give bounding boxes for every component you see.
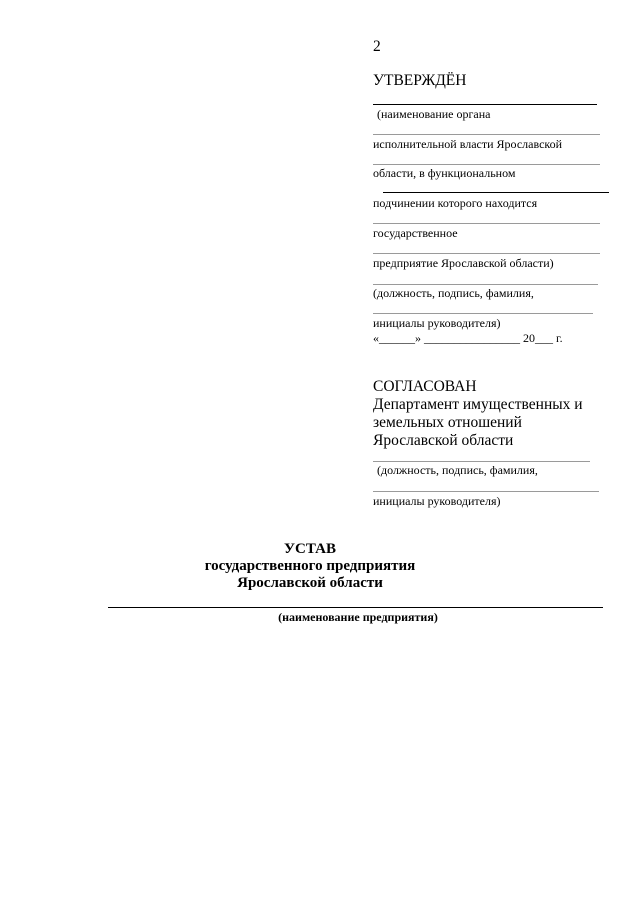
approved-line-4: подчинении которого находится (373, 196, 538, 210)
approved-line-6: предприятие Ярославской области) (373, 256, 554, 270)
fill-line (373, 461, 590, 462)
charter-title: УСТАВ (284, 541, 336, 557)
fill-line (373, 134, 600, 135)
approved-line-3: области, в функциональном (373, 166, 516, 180)
page-number: 2 (373, 38, 381, 55)
agreed-caption-2: инициалы руководителя) (373, 494, 501, 508)
approved-line-8: инициалы руководителя) (373, 316, 501, 330)
approval-date-line: «______» ________________ 20___ г. (373, 331, 563, 345)
approval-signature-line (373, 104, 597, 105)
fill-line (373, 491, 599, 492)
fill-line (373, 253, 600, 254)
fill-line (373, 223, 600, 224)
agreed-caption-1: (должность, подпись, фамилия, (377, 463, 538, 477)
approved-line-1: (наименование органа (377, 107, 491, 121)
approved-line-2: исполнительной власти Ярославской (373, 137, 563, 151)
enterprise-name-caption: (наименование предприятия) (278, 610, 438, 624)
fill-line (373, 164, 600, 165)
agreed-org-line-2: земельных отношений (373, 414, 522, 431)
approved-line-5: государственное (373, 226, 458, 240)
charter-subtitle-2: Ярославской области (237, 575, 383, 591)
agreed-org-line-1: Департамент имущественных и (373, 396, 583, 413)
agreed-org-line-3: Ярославской области (373, 432, 514, 449)
enterprise-name-line (108, 607, 603, 608)
approved-line-7: (должность, подпись, фамилия, (373, 286, 534, 300)
fill-line (383, 192, 609, 193)
charter-subtitle-1: государственного предприятия (204, 558, 416, 574)
fill-line (373, 284, 598, 285)
fill-line (373, 313, 593, 314)
approved-heading: УТВЕРЖДЁН (373, 72, 467, 89)
agreed-heading: СОГЛАСОВАН (373, 378, 477, 395)
